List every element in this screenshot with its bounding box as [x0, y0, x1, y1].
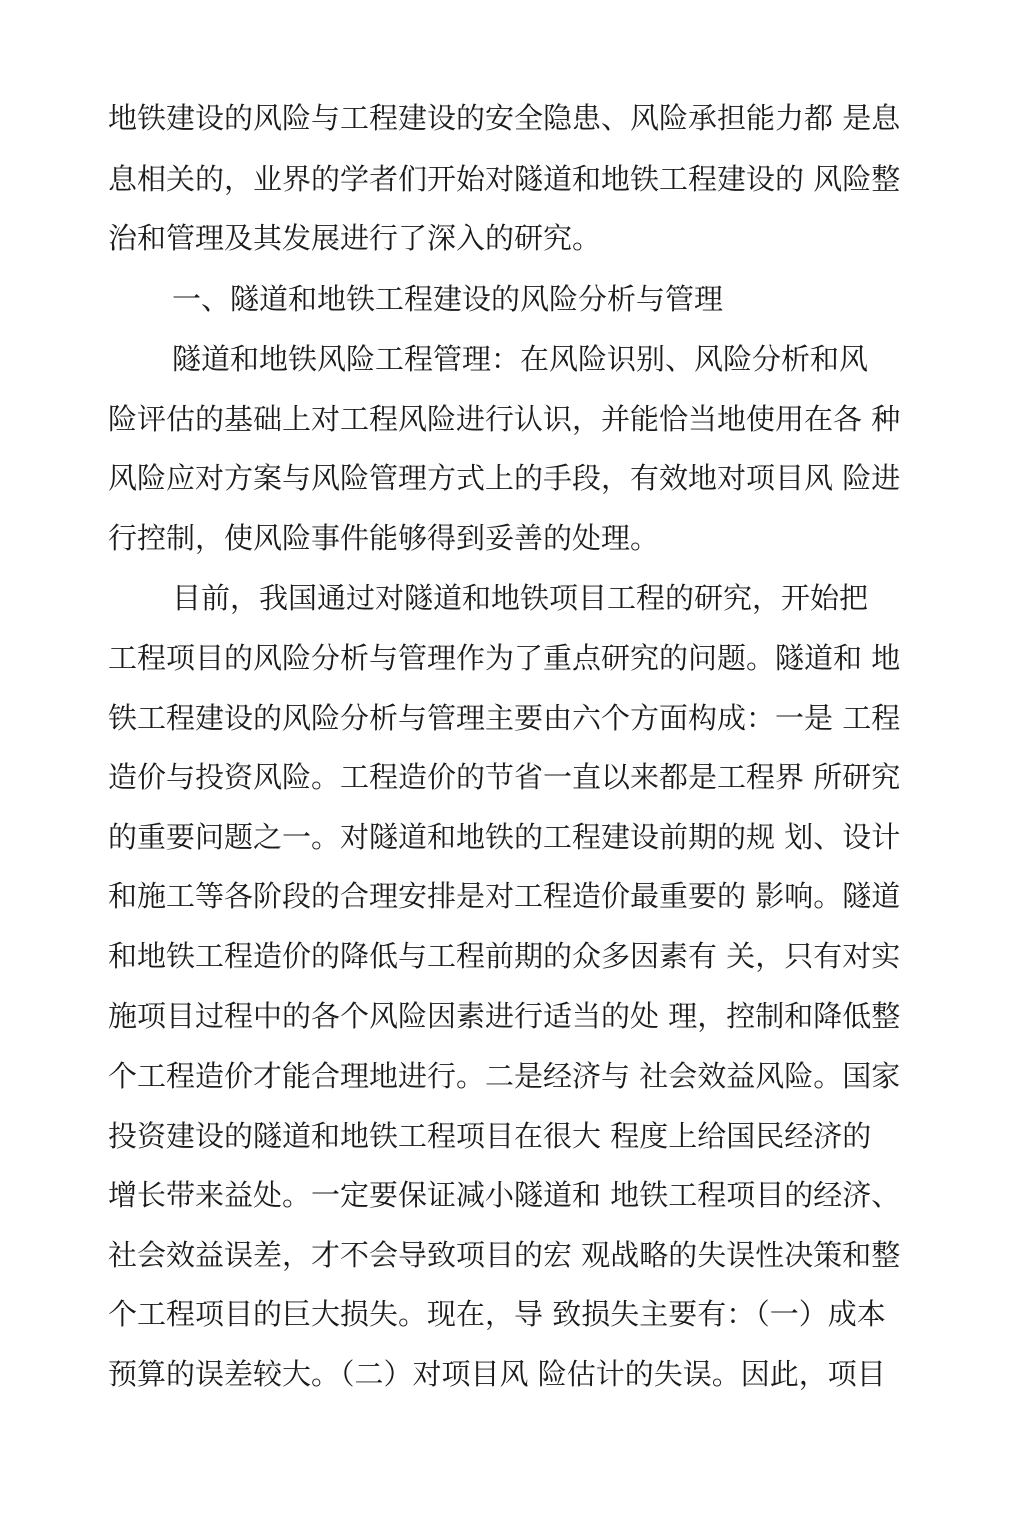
- text-line: 铁工程建设的风险分析与管理主要由六个方面构成：一是 工程: [108, 701, 901, 735]
- text-line: 的重要问题之一。对隧道和地铁的工程建设前期的规 划、设计: [108, 820, 901, 854]
- text-line: 和施工等各阶段的合理安排是对工程造价最重要的 影响。隧道: [108, 879, 901, 913]
- text-line: 风险应对方案与风险管理方式上的手段，有效地对项目风 险进: [108, 461, 901, 495]
- text-line: 造价与投资风险。工程造价的节省一直以来都是工程界 所研究: [108, 760, 901, 794]
- text-line: 社会效益误差，才不会导致项目的宏 观战略的失误性决策和整: [108, 1238, 901, 1272]
- text-line: 和地铁工程造价的降低与工程前期的众多因素有 关，只有对实: [108, 939, 901, 973]
- text-line: 地铁建设的风险与工程建设的安全隐患、风险承担能力都 是息: [108, 101, 901, 135]
- text-line: 个工程项目的巨大损失。现在，导 致损失主要有：（一）成本: [108, 1297, 886, 1331]
- text-line: 工程项目的风险分析与管理作为了重点研究的问题。隧道和 地: [108, 641, 901, 675]
- text-line: 投资建设的隧道和地铁工程项目在很大 程度上给国民经济的: [108, 1119, 872, 1153]
- text-line: 施项目过程中的各个风险因素进行适当的处 理，控制和降低整: [108, 999, 901, 1033]
- text-line: 险评估的基础上对工程风险进行认识，并能恰当地使用在各 种: [108, 402, 901, 436]
- text-line: 隧道和地铁风险工程管理：在风险识别、风险分析和风: [172, 342, 869, 376]
- text-line: 个工程造价才能合理地进行。二是经济与 社会效益风险。国家: [108, 1059, 901, 1093]
- text-line: 行控制，使风险事件能够得到妥善的处理。: [108, 521, 660, 555]
- text-line: 预算的误差较大。（二）对项目风 险估计的失误。因此，项目: [108, 1357, 886, 1391]
- text-line: 增长带来益处。一定要保证减小隧道和 地铁工程项目的经济、: [108, 1178, 901, 1212]
- text-line: 目前，我国通过对隧道和地铁项目工程的研究，开始把: [172, 581, 869, 615]
- text-line: 息相关的，业界的学者们开始对隧道和地铁工程建设的 风险整: [108, 162, 901, 196]
- text-line: 治和管理及其发展进行了深入的研究。: [108, 221, 602, 255]
- section-heading: 一、隧道和地铁工程建设的风险分析与管理: [172, 282, 724, 316]
